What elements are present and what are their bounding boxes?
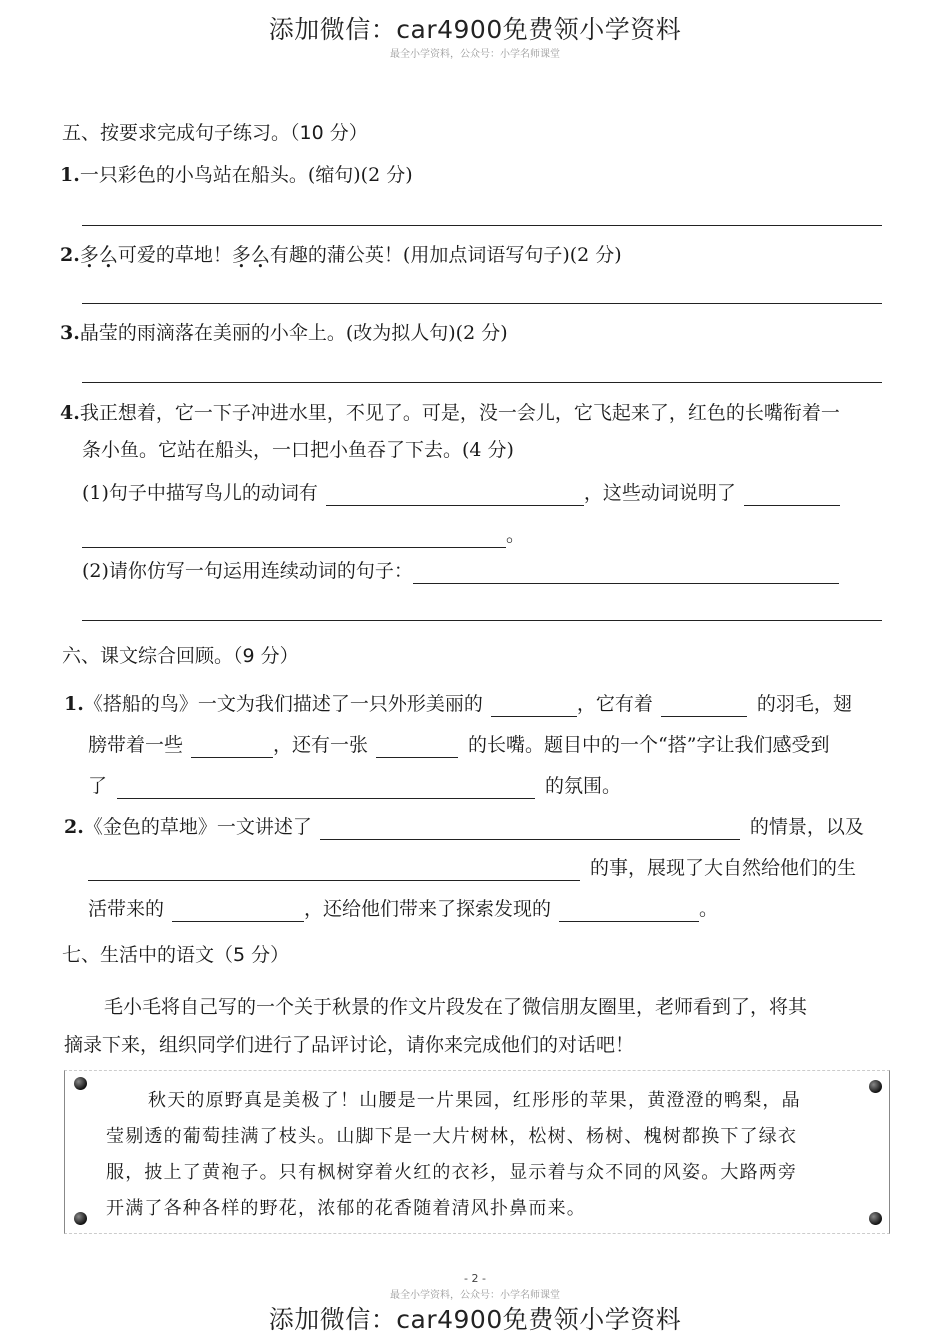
faint-footer-text: 最全小学资料，公众号：小学名师课堂 bbox=[390, 1290, 560, 1301]
s6-q1-text-f: 的长嘴。题目中的一个“搭”字让我们感受到 bbox=[468, 734, 830, 756]
pin-top-left-icon bbox=[74, 1077, 87, 1090]
s6-q2-text-d: 活带来的 bbox=[88, 898, 165, 920]
s5-q4-sub1-cont bbox=[82, 522, 525, 548]
passage-line-1: 秋天的原野真是美极了！山腰是一片果园，红彤彤的苹果，黄澄澄的鸭梨，晶 bbox=[148, 1090, 801, 1111]
s6-q2-line2 bbox=[88, 855, 856, 881]
s6-q1-text-h: 的氛围。 bbox=[545, 775, 622, 797]
s6-q2-blank-4[interactable] bbox=[559, 902, 699, 922]
s6-q1-text-a: 《搭船的鸟》一文为我们描述了一只外形美丽的 bbox=[83, 693, 483, 715]
s5-q4-meaning-blank-a[interactable] bbox=[744, 486, 840, 506]
s5-q4-sub2-label: (2)请你仿写一句运用连续动词的句子： bbox=[82, 560, 413, 582]
s5-q4-number: 4. bbox=[60, 402, 80, 424]
passage-line-2: 莹剔透的葡萄挂满了枝头。山脚下是一大片树林，松树、杨树、槐树都换下了绿衣 bbox=[106, 1126, 798, 1147]
s5-q2-answer-line[interactable] bbox=[82, 303, 882, 304]
s7-intro-line2: 摘录下来，组织同学们进行了品评讨论，请你来完成他们的对话吧！ bbox=[64, 1034, 635, 1056]
s6-q2-text-b: 的情景，以及 bbox=[749, 816, 864, 838]
s6-q1-line3 bbox=[88, 773, 621, 799]
s5-q4-verbs-blank[interactable] bbox=[326, 486, 584, 506]
passage-line-4: 开满了各种各样的野花，浓郁的花香随着清风扑鼻而来。 bbox=[106, 1198, 586, 1219]
section7-heading: 七、生活中的语文（5 分） bbox=[62, 944, 290, 966]
s6-q2-number: 2. bbox=[64, 816, 84, 838]
s6-q2-text-e: ，还给他们带来了探索发现的 bbox=[304, 898, 552, 920]
s5-q2 bbox=[60, 242, 622, 268]
s6-q1-number: 1. bbox=[64, 693, 84, 715]
s6-q1-line1 bbox=[64, 691, 852, 717]
s6-q2-line1 bbox=[64, 814, 864, 840]
pin-top-right-icon bbox=[869, 1080, 882, 1093]
s6-q2-blank-2[interactable] bbox=[88, 861, 580, 881]
s5-q2-dotted-char-4: 么 bbox=[250, 244, 270, 266]
pin-bottom-right-icon bbox=[869, 1212, 882, 1225]
s6-q2-text-c: 的事，展现了大自然给他们的生 bbox=[590, 857, 857, 879]
s6-q1-line2 bbox=[88, 732, 829, 758]
s5-q2-text-b: 可爱的草地！ bbox=[117, 244, 232, 266]
page-number: - 2 - bbox=[464, 1272, 486, 1285]
s7-intro-line1: 毛小毛将自己写的一个关于秋景的作文片段发在了微信朋友圈里，老师看到了，将其 bbox=[104, 996, 808, 1018]
s6-q2-text-f: 。 bbox=[699, 898, 719, 920]
s5-q4-text-line1: 我正想着，它一下子冲进水里，不见了。可是，没一会儿，它飞起来了，红色的长嘴衔着一 bbox=[79, 402, 840, 424]
s5-q4-sub2 bbox=[82, 558, 839, 584]
s5-q4-sub1-mid: ，这些动词说明了 bbox=[583, 482, 736, 504]
s6-q1-text-b: ，它有着 bbox=[576, 693, 653, 715]
s6-q1-blank-2[interactable] bbox=[661, 697, 747, 717]
s6-q2-blank-3[interactable] bbox=[172, 902, 304, 922]
s5-q3-text: 晶莹的雨滴落在美丽的小伞上。(改为拟人句)(2 分) bbox=[79, 322, 508, 344]
s5-q1 bbox=[60, 162, 413, 188]
watermark-bottom: 添加微信：car4900免费领小学资料 bbox=[268, 1305, 682, 1334]
s5-q3-answer-line[interactable] bbox=[82, 382, 882, 383]
s5-q2-dotted-char-3: 多 bbox=[231, 244, 251, 266]
s6-q2-line3 bbox=[88, 896, 718, 922]
s5-q4-sentence-blank[interactable] bbox=[413, 564, 839, 584]
s5-q4-line1 bbox=[60, 400, 840, 426]
s5-q2-text-c: 有趣的蒲公英！(用加点词语写句子)(2 分) bbox=[269, 244, 622, 266]
s6-q1-text-c: 的羽毛，翅 bbox=[756, 693, 852, 715]
s5-q4-sub1-end: 。 bbox=[506, 524, 526, 546]
s6-q1-blank-5[interactable] bbox=[117, 779, 535, 799]
s5-q2-number: 2. bbox=[60, 244, 80, 266]
s5-q2-dotted-char-1: 多 bbox=[79, 244, 99, 266]
s6-q1-blank-1[interactable] bbox=[491, 697, 577, 717]
s5-q4-sub1-label: (1)句子中描写鸟儿的动词有 bbox=[82, 482, 318, 504]
s5-q1-number: 1. bbox=[60, 164, 80, 186]
watermark-top: 添加微信：car4900免费领小学资料 bbox=[268, 15, 682, 44]
s5-q4-sub1 bbox=[82, 480, 840, 506]
s6-q1-text-e: ，还有一张 bbox=[273, 734, 369, 756]
s5-q4-sub2-answer-line[interactable] bbox=[82, 620, 882, 621]
s6-q2-blank-1[interactable] bbox=[320, 820, 740, 840]
faint-header-text: 最全小学资料，公众号：小学名师课堂 bbox=[390, 49, 560, 60]
passage-line-3: 服，披上了黄袍子。只有枫树穿着火红的衣衫，显示着与众不同的风姿。大路两旁 bbox=[106, 1162, 798, 1183]
s6-q1-text-g: 了 bbox=[88, 775, 108, 797]
s6-q1-text-d: 膀带着一些 bbox=[88, 734, 184, 756]
s5-q3-number: 3. bbox=[60, 322, 80, 344]
s5-q1-text: 一只彩色的小鸟站在船头。(缩句)(2 分) bbox=[79, 164, 413, 186]
s6-q2-text-a: 《金色的草地》一文讲述了 bbox=[83, 816, 312, 838]
section5-heading: 五、按要求完成句子练习。（10 分） bbox=[62, 122, 368, 144]
s5-q3 bbox=[60, 320, 508, 346]
section6-heading: 六、课文综合回顾。（9 分） bbox=[62, 645, 299, 667]
s5-q2-dotted-char-2: 么 bbox=[98, 244, 118, 266]
s5-q4-meaning-blank-b[interactable] bbox=[82, 528, 506, 548]
s5-q1-answer-line[interactable] bbox=[82, 225, 882, 226]
s5-q4-line2: 条小鱼。它站在船头，一口把小鱼吞了下去。(4 分) bbox=[82, 439, 514, 461]
pin-bottom-left-icon bbox=[74, 1212, 87, 1225]
s6-q1-blank-3[interactable] bbox=[191, 738, 273, 758]
s6-q1-blank-4[interactable] bbox=[376, 738, 458, 758]
